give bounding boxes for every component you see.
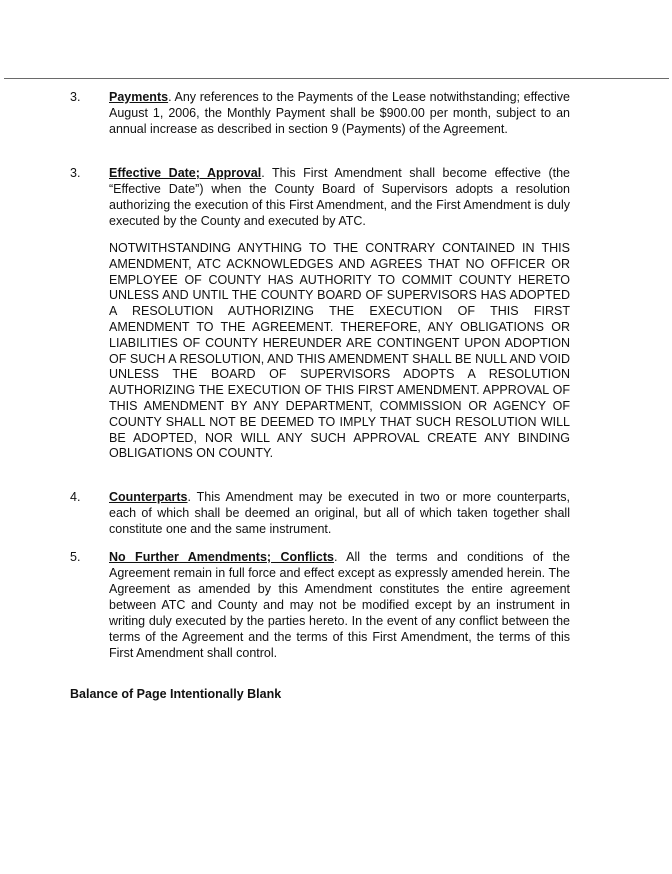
notwithstanding-paragraph: NOTWITHSTANDING ANYTHING TO THE CONTRARY CONTAINED IN THIS AMENDMENT, ATC ACKNOWLEDGES AND AGREES THAT NO OFFICER OR EMPLOYEE OF COUNTY HAS AUTHORITY TO COMMIT COUNTY HERETO UNLESS AND UNTIL THE COUNTY BOARD OF SUPERVISORS HAS ADOPTED A RESOLUTION AUTHORIZING THE EXECUTION OF THIS FIRST AMENDMENT TO THE AGREEMENT. THEREFORE, ANY OBLIGATIONS OR LIABILITIES OF COUNTY HEREUNDER ARE CONTINGENT UPON ADOPTION OF SUCH A RESOLUTION, AND THIS AMENDMENT SHALL BE NULL AND VOID UNLESS THE BOARD OF SUPERVISORS ADOPTS A RESOLUTION AUTHORIZING THE EXECUTION OF THIS FIRST AMENDMENT. APPROVAL OF THIS AMENDMENT BY ANY DEPARTMENT, COMMISSION OR AGENCY OF COUNTY SHALL NOT BE DEEMED TO IMPLY THAT SUCH RESOLUTION WILL BE ADOPTED, NOR WILL ANY SUCH APPROVAL CREATE ANY BINDING OBLIGATIONS ON COUNTY.	[109, 241, 570, 461]
section-text: . This First Amendment shall become effective (the “Effective Date”) when the County Board of Supervisors adopts a resolution authorizing the execution of this First Amendment, and the First Amendment is duly executed by the County and executed by ATC.	[109, 166, 570, 228]
section-body	[109, 89, 570, 137]
section-number: 4.	[70, 490, 81, 504]
section-text: . Any references to the Payments of the Lease notwithstanding; effective August 1, 2006, the Monthly Payment shall be $900.00 per month, subject to an annual increase as described in section 9 (Payments) of the Agreement.	[109, 90, 570, 136]
section-body	[109, 489, 570, 537]
top-divider-line	[4, 78, 669, 79]
section-text: . This Amendment may be executed in two or more counterparts, each of which shall be deemed an original, but all of which taken together shall constitute one and the same instrument.	[109, 490, 570, 536]
balance-blank-note: Balance of Page Intentionally Blank	[70, 687, 282, 701]
section-number: 5.	[70, 550, 81, 564]
section-heading: Counterparts	[109, 490, 188, 504]
section-number: 3.	[70, 90, 81, 104]
section-body	[109, 165, 570, 229]
section-body	[109, 549, 570, 661]
section-heading: No Further Amendments; Conflicts	[109, 550, 334, 564]
section-text: . All the terms and conditions of the Agreement remain in full force and effect except as expressly amended herein. The Agreement as amended by this Amendment constitutes the entire agreement between ATC and County and may not be modified except by an instrument in writing duly executed by the parties hereto. In the event of any conflict between the terms of the Agreement and the terms of this First Amendment, the terms of this First Amendment shall control.	[109, 550, 570, 660]
section-heading: Effective Date; Approval	[109, 166, 262, 180]
section-heading: Payments	[109, 90, 169, 104]
section-number: 3.	[70, 166, 81, 180]
